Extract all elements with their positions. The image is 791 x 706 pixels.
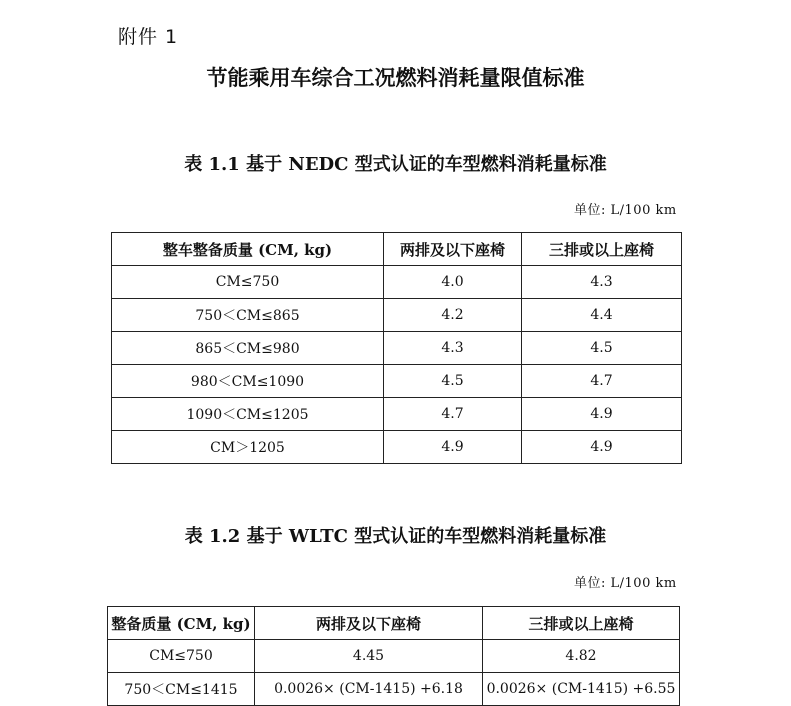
table1 <box>111 232 682 464</box>
table-cell: 4.7 <box>384 398 522 431</box>
table-cell: 4.5 <box>384 365 522 398</box>
table-row <box>112 299 682 332</box>
table-row <box>112 266 682 299</box>
table-cell: 0.0026× (CM-1415) +6.18 <box>255 673 483 706</box>
table-cell: 4.4 <box>522 299 682 332</box>
table-cell: 750＜CM≤1415 <box>108 673 255 706</box>
table1-caption: 表 1.1 基于 NEDC 型式认证的车型燃料消耗量标准 <box>184 154 607 175</box>
table-row <box>112 398 682 431</box>
table-cell: CM≤750 <box>108 640 255 673</box>
table-cell: 4.9 <box>522 431 682 464</box>
table-row <box>112 365 682 398</box>
table1-header-three-rows: 三排或以上座椅 <box>522 233 682 266</box>
table2-header-two-rows: 两排及以下座椅 <box>255 607 483 640</box>
table2-header-mass: 整备质量 (CM, kg) <box>108 607 255 640</box>
table-cell: 0.0026× (CM-1415) +6.55 <box>483 673 680 706</box>
table-cell: 4.3 <box>384 332 522 365</box>
table-row <box>112 332 682 365</box>
table1-header-two-rows: 两排及以下座椅 <box>384 233 522 266</box>
table-cell: 4.7 <box>522 365 682 398</box>
table-cell: 980＜CM≤1090 <box>112 365 384 398</box>
table-row <box>108 640 680 673</box>
table-cell: 4.82 <box>483 640 680 673</box>
table1-unit: 单位: L/100 km <box>574 203 677 218</box>
table-cell: CM≤750 <box>112 266 384 299</box>
table-cell: 4.5 <box>522 332 682 365</box>
attachment-label: 附件 1 <box>118 26 179 48</box>
table-row <box>108 673 680 706</box>
table1-header-row <box>112 233 682 266</box>
table-cell: 4.9 <box>384 431 522 464</box>
table-cell: 4.0 <box>384 266 522 299</box>
table-cell: 4.45 <box>255 640 483 673</box>
table-cell: 4.9 <box>522 398 682 431</box>
table-cell: 865＜CM≤980 <box>112 332 384 365</box>
table2-unit: 单位: L/100 km <box>574 576 677 591</box>
table2-caption: 表 1.2 基于 WLTC 型式认证的车型燃料消耗量标准 <box>184 526 607 547</box>
table-cell: CM＞1205 <box>112 431 384 464</box>
table-cell: 4.3 <box>522 266 682 299</box>
table2-header-three-rows: 三排或以上座椅 <box>483 607 680 640</box>
table1-header-mass: 整车整备质量 (CM, kg) <box>112 233 384 266</box>
table2-header-row <box>108 607 680 640</box>
table-cell: 4.2 <box>384 299 522 332</box>
table-row <box>112 431 682 464</box>
table-cell: 1090＜CM≤1205 <box>112 398 384 431</box>
table2 <box>107 606 680 706</box>
document-title: 节能乘用车综合工况燃料消耗量限值标准 <box>206 65 585 90</box>
table-cell: 750＜CM≤865 <box>112 299 384 332</box>
